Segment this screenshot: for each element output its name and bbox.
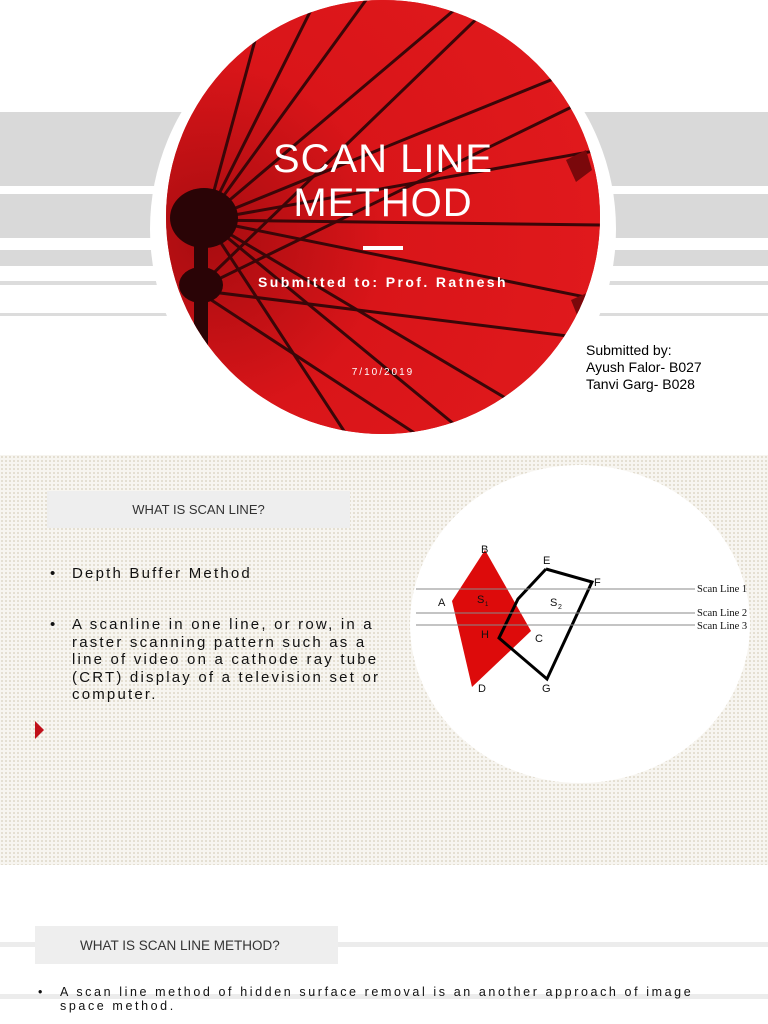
presentation-subtitle: Submitted to: Prof. Ratnesh <box>258 274 508 290</box>
author-2: Tanvi Garg- B028 <box>586 376 695 392</box>
vertex-label: C <box>535 633 543 645</box>
surface-label-s2-subscript: 2 <box>558 604 562 611</box>
presentation-date: 7/10/2019 <box>351 367 415 378</box>
bullet-item <box>50 565 402 583</box>
bullet-item <box>50 616 402 704</box>
vertex-label: E <box>543 555 551 567</box>
vertex-label: D <box>478 683 486 695</box>
presentation-title <box>166 137 600 225</box>
bullet-dot: • <box>38 985 45 999</box>
surface-label-s1-subscript: 1 <box>485 602 489 608</box>
what-is-scan-line-slide <box>0 455 768 865</box>
title-divider <box>363 246 403 250</box>
author-1: Ayush Falor- B027 <box>586 359 702 375</box>
scan-line-diagram <box>410 535 760 705</box>
vertex-label: F <box>594 577 601 589</box>
bullet-dot: • <box>50 565 58 582</box>
bullet-text: Depth Buffer Method <box>72 565 252 582</box>
vertex-label: H <box>481 629 489 641</box>
bullet-text: A scanline in one line, or row, in a raster scanning pattern such as a line of video on a cathode ray tube (CRT) display of a television set or computer. <box>72 616 381 703</box>
surface-label-s1: S <box>477 594 485 606</box>
bullet-text: A scan line method of hidden surface removal is an another approach of image space method. <box>60 985 694 1013</box>
submitted-by-block <box>586 342 702 393</box>
vertex-label: B <box>481 544 489 556</box>
hero-umbrella-image <box>166 0 600 434</box>
title-line-2: METHOD <box>293 181 473 225</box>
scan-line-label: Scan Line 1 <box>697 584 748 595</box>
slide-heading: WHAT IS SCAN LINE METHOD? <box>35 926 338 964</box>
title-line-1: SCAN LINE <box>272 137 494 181</box>
scan-line-label: Scan Line 3 <box>697 621 748 632</box>
surface-label-s2: S <box>550 597 558 609</box>
bullet-dot: • <box>50 616 58 633</box>
title-slide <box>0 0 768 455</box>
submitted-by-label: Submitted by: <box>586 342 672 358</box>
polygon-s1 <box>452 550 531 687</box>
scan-line-label: Scan Line 2 <box>697 608 748 619</box>
vertex-label: G <box>542 683 551 695</box>
what-is-scan-line-method-slide <box>0 865 768 1024</box>
vertex-label: A <box>438 597 446 609</box>
red-arrow-icon <box>35 721 44 739</box>
slide-heading: WHAT IS SCAN LINE? <box>47 491 350 528</box>
bullet-item <box>38 985 720 1013</box>
